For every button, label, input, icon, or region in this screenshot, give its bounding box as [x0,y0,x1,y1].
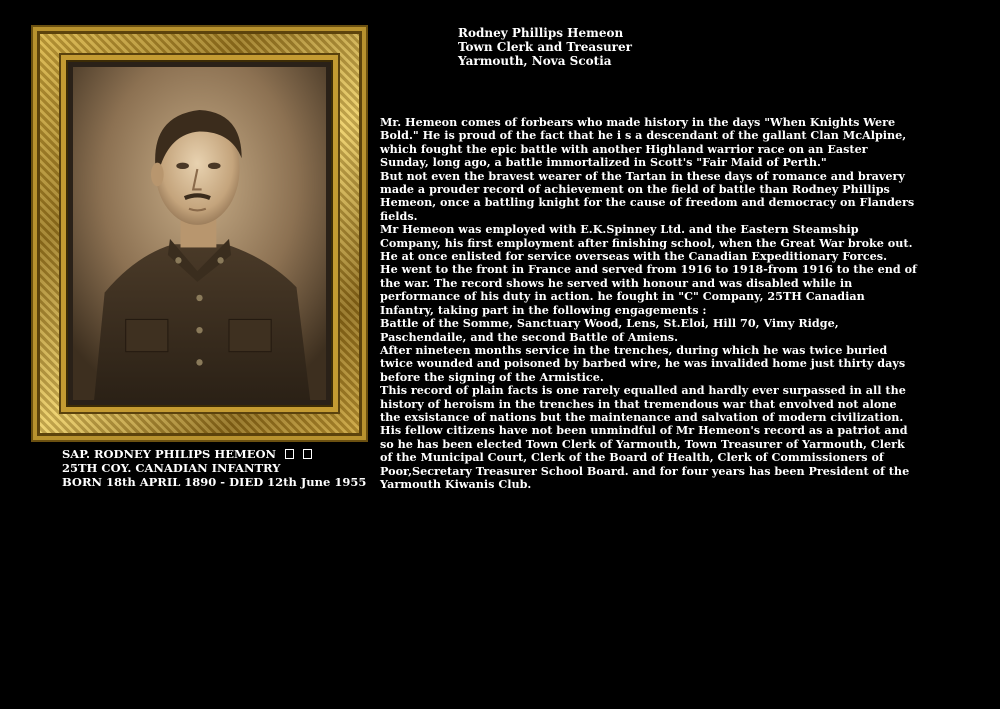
biography-line: He went to the front in France and served from 1916 to 1918-from 1916 to the end of [380,262,917,277]
biography-line: Poor,Secretary Treasurer School Board. and for four years has been President of the [380,463,910,478]
biography-line: the exsistance of nations but the maintenance and salvation of modern civilization. [380,409,904,424]
biography-line: Mr Hemeon was employed with E.K.Spinney Ltd. and the Eastern Steamship [380,222,859,237]
biography-line: Bold." He is proud of the fact that he i s a descendant of the gallant Clan McAlpine, [380,128,907,143]
biography-line: twice wounded and poisoned by barbed wire, he was invalided home just thirty days [380,356,906,371]
biography-line: history of heroism in the trenches in that tremendous war that envolved not alone [380,396,897,411]
header-place: Yarmouth, Nova Scotia [458,54,612,68]
biography-line: which fought the epic battle with another Highland warrior race on an Easter [380,141,868,156]
biography-line: He at once enlisted for service overseas with the Canadian Expeditionary Forces. [380,249,887,264]
portrait-illustration [73,67,326,400]
biography-line: Mr. Hemeon comes of forbears who made history in the days "When Knights Were [380,115,896,129]
box-glyph-icon [303,449,312,459]
gilded-picture-frame [31,25,368,442]
header-name: Rodney Phillips Hemeon [458,26,624,40]
biography-line: Yarmouth Kiwanis Club. [380,476,532,491]
box-glyph-icon [285,449,294,459]
frame-inner-border [61,55,338,412]
biography-line: But not even the bravest wearer of the Tartan in these days of romance and bravery [380,168,905,183]
biography-line: Battle of the Somme, Sanctuary Wood, Lens, St.Eloi, Hill 70, Vimy Ridge, [380,316,839,331]
biography-line: fields. [380,208,418,223]
biography-line: Paschendaile, and the second Battle of Amiens. [380,329,678,344]
biography-line: performance of his duty in action. he fought in "C" Company, 25TH Canadian [380,289,865,304]
biography-line: Infantry, taking part in the following engagements : [380,302,707,317]
caption-line-name: SAP. RODNEY PHILIPS HEMEON [62,447,366,461]
biography-line: His fellow citizens have not been unmindful of Mr Hemeon's record as a patriot and [380,423,908,438]
biography-line: This record of plain facts is one rarely equalled and hardly ever surpassed in all the [380,383,906,398]
header-title: Town Clerk and Treasurer [458,40,632,54]
portrait-caption [62,447,366,489]
biography-text [380,115,917,491]
biography-line: before the signing of the Armistice. [380,369,604,384]
biography-line: made a prouder record of achievement on the field of battle than Rodney Phillips [380,182,890,197]
biography-line: Sunday, long ago, a battle immortalized in Scott's "Fair Maid of Perth." [380,155,827,170]
header-block [458,26,632,68]
biography-line: Hemeon, once a battling knight for the cause of freedom and democracy on Flanders [380,195,915,210]
biography-line: After nineteen months service in the trenches, during which he was twice buried [380,342,888,357]
caption-line-unit: 25TH COY. CANADIAN INFANTRY [62,461,281,475]
biography-line: the war. The record shows he served with honour and was disabled while in [380,275,853,290]
portrait-photo [73,67,326,400]
biography-line: Company, his first employment after finishing school, when the Great War broke out. [380,235,913,250]
caption-line-dates: BORN 18th APRIL 1890 - DIED 12th June 1955 [62,475,367,489]
biography-line: of the Municipal Court, Clerk of the Board of Health, Clerk of Commissioners of [380,450,884,465]
biography-line: so he has been elected Town Clerk of Yarmouth, Town Treasurer of Yarmouth, Clerk [380,436,905,451]
